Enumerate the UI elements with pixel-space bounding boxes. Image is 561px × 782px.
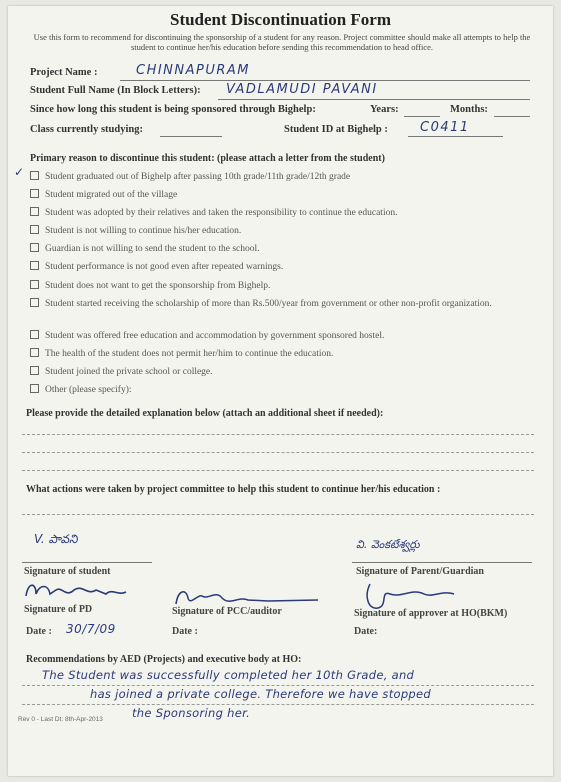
- form-sheet: [8, 6, 553, 776]
- reason-item[interactable]: [30, 366, 545, 378]
- reason-checkbox[interactable]: [30, 384, 39, 393]
- reason-item[interactable]: [30, 189, 545, 201]
- years-label: Years:: [370, 104, 399, 115]
- recommendation-rule-2: [22, 704, 534, 705]
- reason-checkbox[interactable]: [30, 366, 39, 375]
- recommendation-line-1[interactable]: The Student was successfully completed her 10th Grade, and: [42, 668, 415, 682]
- reason-text: Student performance is not good even after repeated warnings.: [45, 262, 284, 272]
- reason-text: The health of the student does not permit her/him to continue the education.: [45, 349, 334, 359]
- reason-text: Student does not want to get the sponsorship from Bighelp.: [45, 281, 271, 291]
- form-intro: Use this form to recommend for discontinuing the sponsorship of a student for any reason. Project committee should make all attempts to help the student to continue her/his education before sending this recommendation to head office.: [33, 32, 531, 52]
- months-label: Months:: [450, 104, 488, 115]
- pd-date-value[interactable]: 30/7/09: [66, 622, 116, 636]
- pcc-sig-label: Signature of PCC/auditor: [172, 606, 282, 617]
- pcc-date-label: Date :: [172, 626, 198, 637]
- reason-checkbox[interactable]: [30, 189, 39, 198]
- pd-signature-mark: [22, 578, 152, 604]
- actions-line-1[interactable]: [22, 514, 534, 515]
- reasons-heading: Primary reason to discontinue this student: (please attach a letter from the student): [30, 153, 385, 164]
- reason-checkbox[interactable]: [30, 243, 39, 252]
- months-field[interactable]: [494, 116, 530, 117]
- reason-text: Guardian is not willing to send the student to the school.: [45, 244, 260, 254]
- reason-item[interactable]: [30, 348, 545, 360]
- form-title: Student Discontinuation Form: [169, 10, 392, 29]
- student-id-label: Student ID at Bighelp :: [284, 124, 388, 135]
- reason-text: Student was adopted by their relatives and taken the responsibility to continue the education.: [45, 208, 398, 218]
- full-name-value[interactable]: VADLAMUDI PAVANI: [226, 82, 378, 97]
- reason-item[interactable]: [30, 298, 545, 310]
- reason-item[interactable]: [30, 243, 545, 255]
- recommendations-label: Recommendations by AED (Projects) and executive body at HO:: [26, 654, 302, 665]
- reason-text: Student migrated out of the village: [45, 190, 178, 200]
- student-sig-label: Signature of student: [24, 566, 111, 577]
- reason-text: Other (please specify):: [45, 385, 132, 395]
- reason-checkbox[interactable]: [30, 298, 39, 307]
- recommendation-line-2[interactable]: has joined a private college. Therefore we have stopped: [90, 687, 432, 701]
- reason-checkbox[interactable]: [30, 225, 39, 234]
- reason-text: Student started receiving the scholarship of more than Rs.500/year from government or other non-profit organization.: [45, 299, 492, 309]
- parent-sig-label: Signature of Parent/Guardian: [356, 566, 484, 577]
- reason-checkbox[interactable]: ✓: [30, 171, 39, 180]
- reason-text: Student joined the private school or college.: [45, 367, 213, 377]
- project-name-value[interactable]: CHINNAPURAM: [136, 63, 251, 78]
- student-id-value[interactable]: C0411: [420, 120, 470, 135]
- parent-sig-line: [352, 562, 532, 563]
- reason-item[interactable]: [30, 280, 545, 292]
- pd-date-label: Date :: [26, 626, 52, 637]
- class-label: Class currently studying:: [30, 124, 143, 135]
- reason-checkbox[interactable]: [30, 348, 39, 357]
- full-name-line: [218, 99, 530, 100]
- student-id-line: [408, 136, 503, 137]
- years-field[interactable]: [404, 116, 440, 117]
- project-name-line: [120, 80, 530, 81]
- full-name-label: Student Full Name (In Block Letters):: [30, 85, 201, 96]
- explanation-line-2[interactable]: [22, 452, 534, 453]
- reason-checkbox[interactable]: [30, 330, 39, 339]
- actions-label: What actions were taken by project committee to help this student to continue her/his education :: [26, 484, 441, 495]
- reason-item[interactable]: [30, 261, 545, 273]
- class-field[interactable]: [160, 136, 222, 137]
- approver-sig-label: Signature of approver at HO(BKM): [354, 608, 508, 619]
- reason-checkbox[interactable]: [30, 280, 39, 289]
- student-sig-line: [22, 562, 152, 563]
- reason-text: Student was offered free education and accommodation by government sponsored hostel.: [45, 331, 385, 341]
- recommendation-line-3[interactable]: the Sponsoring her.: [132, 706, 251, 720]
- explanation-line-3[interactable]: [22, 470, 534, 471]
- explanation-line-1[interactable]: [22, 434, 534, 435]
- approver-date-label: Date:: [354, 626, 378, 637]
- reason-item[interactable]: [30, 330, 545, 342]
- parent-signature: వి. వెంకటేశ్వర్లు: [356, 538, 420, 551]
- student-signature: V. పావని: [34, 532, 78, 546]
- explanation-label: Please provide the detailed explanation below (attach an additional sheet if needed):: [26, 408, 384, 419]
- reason-text: Student is not willing to continue his/her education.: [45, 226, 242, 236]
- reason-checkbox[interactable]: [30, 261, 39, 270]
- reason-checkbox[interactable]: [30, 207, 39, 216]
- recommendation-rule-1: [22, 685, 534, 686]
- footer-revision: Rev 0 - Last Dt: 8th-Apr-2013: [18, 716, 103, 723]
- reason-item[interactable]: [30, 207, 545, 219]
- reason-item[interactable]: [14, 165, 545, 183]
- sponsored-label: Since how long this student is being sponsored through Bighelp:: [30, 104, 316, 115]
- project-name-label: Project Name :: [30, 67, 98, 78]
- reason-item[interactable]: [30, 225, 545, 237]
- reason-text: Student graduated out of Bighelp after passing 10th grade/11th grade/12th grade: [45, 172, 351, 182]
- reason-item[interactable]: [30, 384, 545, 396]
- pd-sig-label: Signature of PD: [24, 604, 93, 615]
